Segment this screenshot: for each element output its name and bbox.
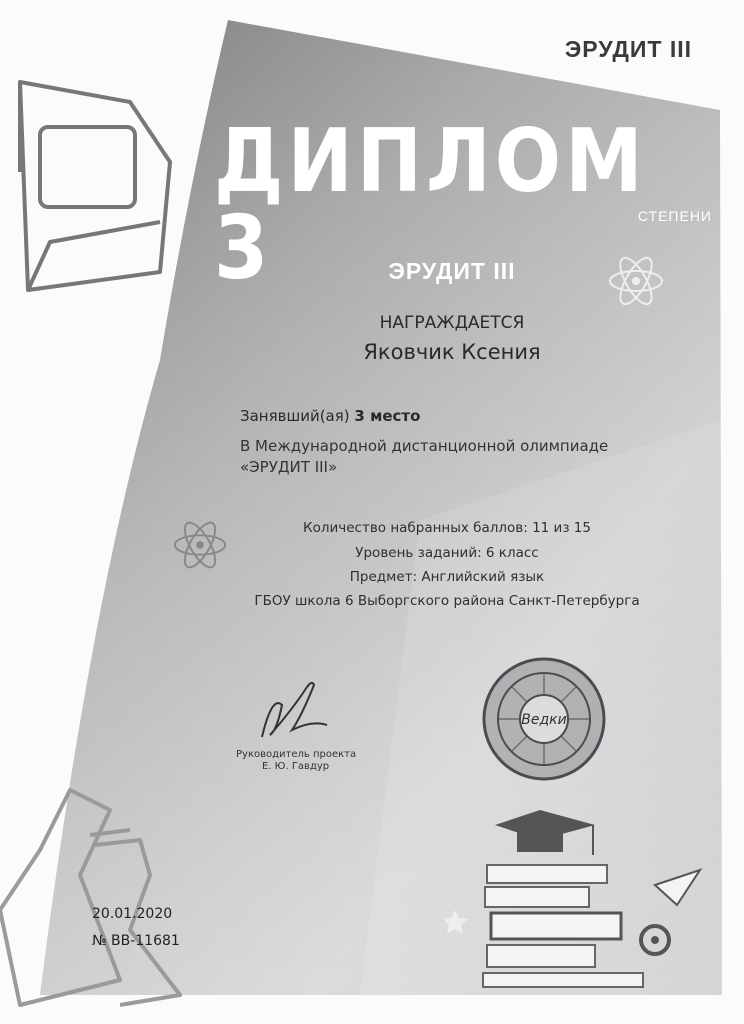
flask-outline-icon (0, 780, 230, 1010)
olympiad-line-1: В Международной дистанционной олимпиаде (240, 437, 609, 455)
school-line: ГБОУ школа 6 Выборгского района Санкт-Петербурга (254, 593, 640, 609)
signature-role: Руководитель проекта (236, 749, 357, 760)
level-line: Уровень заданий: 6 класс (355, 545, 539, 561)
place-line (240, 407, 420, 425)
diploma-degree: СТЕПЕНИ (637, 208, 712, 224)
olympiad-line-2: «ЭРУДИТ III» (240, 458, 338, 476)
place-value: 3 место (354, 407, 421, 425)
signature-image (252, 675, 332, 745)
recipient-name: Яковчик Ксения (363, 340, 541, 364)
issue-date: 20.01.2020 (92, 906, 173, 922)
awarded-label: НАГРАЖДАЕТСЯ (379, 313, 525, 333)
official-stamp (480, 655, 608, 783)
books-graduation-cap-icon (445, 805, 715, 1005)
diploma-number: № ВВ-11681 (92, 933, 180, 949)
header-brand: ЭРУДИТ III (564, 36, 692, 62)
signature-person: Е. Ю. Гавдур (262, 761, 330, 772)
olympiad-badge: ЭРУДИТ III (388, 258, 516, 284)
stamp-text: Ведки (521, 712, 567, 728)
score-line: Количество набранных баллов: 11 из 15 (303, 520, 591, 536)
place-prefix: Занявший(ая) (240, 407, 350, 425)
diploma-title: ДИПЛОМ 3 (214, 111, 647, 300)
subject-line: Предмет: Английский язык (349, 569, 545, 585)
